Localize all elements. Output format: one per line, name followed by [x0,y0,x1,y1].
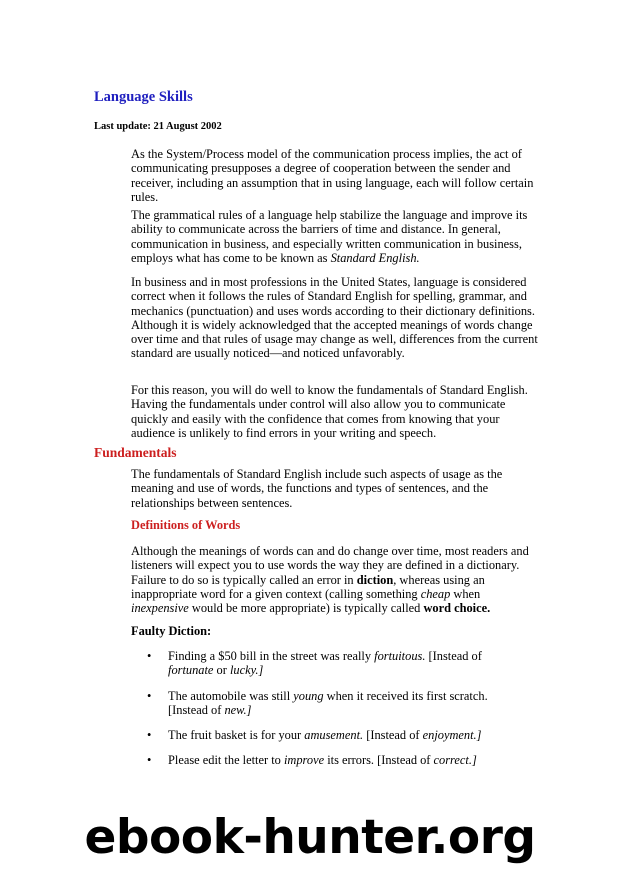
item-emphasis: improve [283,753,325,768]
intro-paragraph-4 [131,383,541,440]
page-title: Language Skills [94,89,193,105]
list-item [147,689,527,718]
fundamentals-heading: Fundamentals [94,445,177,460]
bullet-icon: • [147,688,152,703]
bullet-icon: • [147,728,152,743]
paragraph-text: As the System/Process model of the communication process implies, the act of communicating presupposes a degree of cooperation between the sender and receiver, including an assumption that in using language, each will follow certain rules. [131,147,534,204]
paragraph-text-part: , whereas using an inappropriate word for a given context (calling something [131,572,485,601]
item-text-part: Finding a $50 bill in the street was really [168,649,375,663]
item-text-part: [Instead of [425,649,482,663]
term-word-choice: word choice. [423,601,491,616]
paragraph-text: In business and in most professions in the United States, language is considered correct when it follows the rules of Standard English for spelling, grammar, and mechanics (punctuation) and uses words according to their dictionary definitions. Although it is widely acknowledged that the accepted meanings of words change over time and that rules of usage may change as well, differences from the current standard are usually noticed—and noticed unfavorably. [131,275,538,361]
item-text-part: The fruit basket is for your [168,728,305,743]
faulty-diction-list [147,649,527,779]
item-text-part: or [213,663,230,678]
list-item [147,753,527,767]
item-emphasis: enjoyment.] [422,728,482,743]
standard-english-emphasis: Standard English. [330,250,420,265]
fundamentals-paragraph [131,467,541,510]
term-diction: diction [356,572,394,587]
intro-paragraph-3 [131,275,541,361]
watermark-text: ebook-hunter.org [84,810,536,865]
definitions-paragraph [131,544,541,615]
last-update-line: Last update: 21 August 2002 [94,121,222,132]
bullet-icon: • [147,753,152,768]
paragraph-text [131,208,541,265]
paragraph-text: The fundamentals of Standard English include such aspects of usage as the meaning and use of words, the functions and types of sentences, and the relationships between sentences. [131,467,503,510]
definitions-heading: Definitions of Words [131,518,241,532]
faulty-diction-heading: Faulty Diction: [131,624,212,638]
bullet-icon: • [147,649,152,663]
list-item [147,728,527,742]
paragraph-text: For this reason, you will do well to know the fundamentals of Standard English. Having the fundamentals under control will also allow you to communicate quickly and easily with the confidence that comes from knowing that your audience is unlikely to find errors in your writing and speech. [131,383,528,440]
item-emphasis: new.] [224,702,252,717]
paragraph-text-part: would be more appropriate) is typically called [188,601,424,616]
item-text-part: its errors. [Instead of [324,753,434,768]
item-emphasis: correct.] [433,753,477,768]
list-item [147,649,527,678]
item-emphasis: amusement. [304,728,364,743]
item-text-part: Please edit the letter to [168,753,284,768]
item-text-part: [Instead of [363,728,423,743]
item-emphasis: fortuitous. [374,649,426,663]
intro-paragraph-2 [131,208,541,265]
intro-paragraph-1 [131,147,541,204]
item-emphasis: young [293,688,324,703]
paragraph-text-part: Although the meanings of words can and do change over time, most readers and listeners will expect you to use words the way they are defined in a dictionary. Failure to do so is typically called an error in [131,544,529,587]
item-text-part: The automobile was still [168,688,294,703]
item-emphasis: fortunate [168,663,214,678]
item-emphasis: lucky.] [229,663,264,678]
emphasis-inexpensive: inexpensive [131,601,189,616]
item-text-part: when it received its first scratch. [Instead of [168,688,488,717]
paragraph-text-part: The grammatical rules of a language help stabilize the language and improve its ability to communicate across the barriers of time and distance. In general, communication in business, and especially written communication in business, employs what has come to be known as [131,208,528,265]
paragraph-text [131,544,541,615]
paragraph-text-part: when [450,586,481,601]
emphasis-cheap: cheap [420,586,451,601]
